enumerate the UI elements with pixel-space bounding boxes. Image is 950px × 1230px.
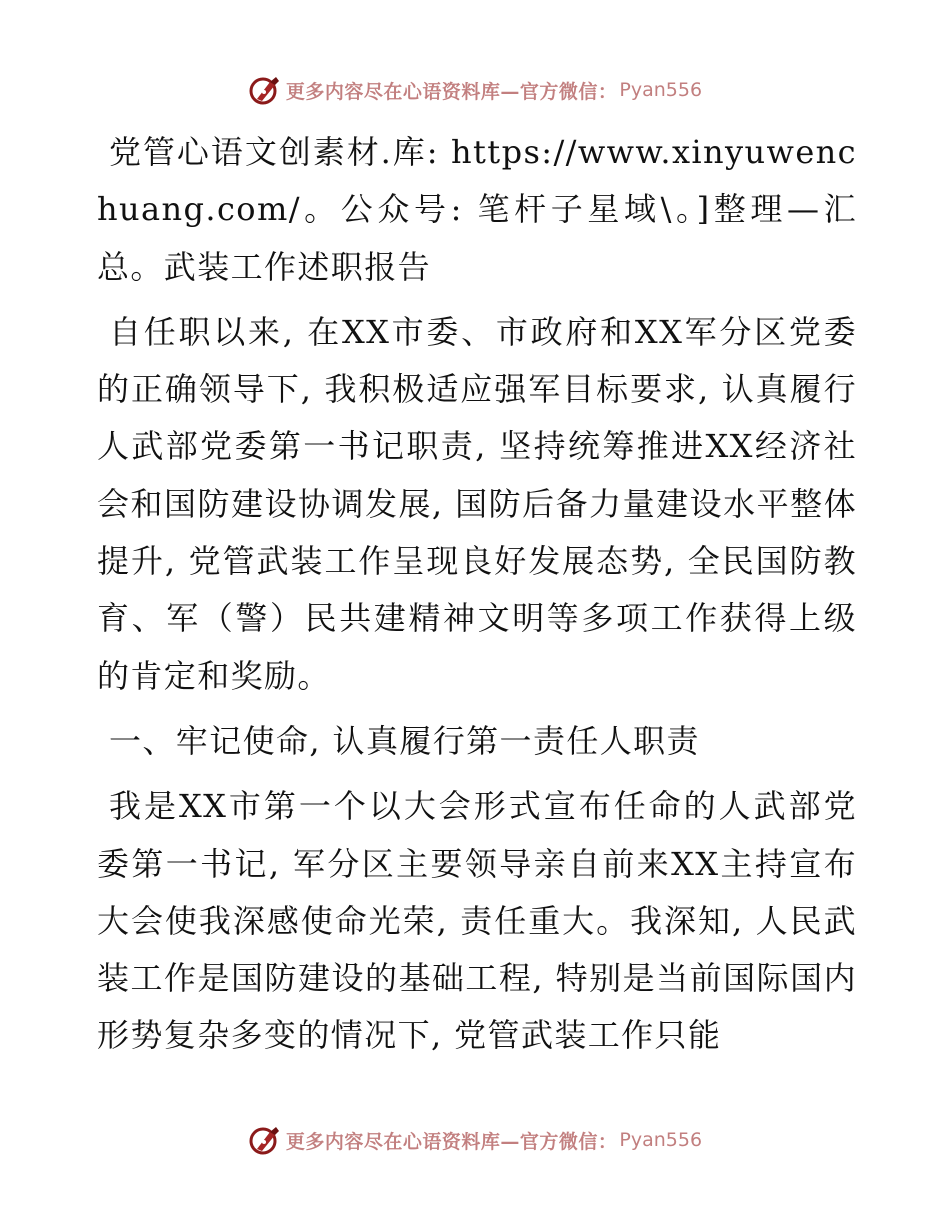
document-body	[97, 124, 857, 1073]
wechat-id: Pyan556	[619, 1129, 703, 1151]
wechat-id: Pyan556	[619, 79, 703, 101]
footer-banner	[0, 1120, 950, 1160]
body-paragraph: 自任职以来, 在XX市委、市政府和XX军分区党委的正确领导下, 我积极适应强军目标要求, 认真履行人武部党委第一书记职责, 坚持统筹推进XX经济社会和国防建设协调发展, 国防后备力量建设水平整体提升, 党管武装工作呈现良好发展态势, 全民国防教育、军（警）民共建精神文明等多项工作获得上级的肯定和奖励。	[97, 312, 857, 695]
section-heading: 一、牢记使命, 认真履行第一责任人职责	[109, 721, 700, 760]
pen-nib-circle-icon	[248, 1123, 282, 1157]
pen-nib-circle-icon	[248, 73, 282, 107]
document-intro-paragraph: 党管心语文创素材.库: https://www.xinyuwenchuang.com/。公众号: 笔杆子星域\。]整理—汇总。武装工作述职报告	[97, 133, 857, 286]
banner-text: 更多内容尽在心语资料库—官方微信：	[285, 1130, 618, 1153]
header-banner	[0, 70, 950, 110]
banner-text: 更多内容尽在心语资料库—官方微信：	[285, 80, 618, 103]
body-paragraph: 我是XX市第一个以大会形式宣布任命的人武部党委第一书记, 军分区主要领导亲自前来XX主持宣布大会使我深感使命光荣, 责任重大。我深知, 人民武装工作是国防建设的基础工程, 特别是当前国际国内形势复杂多变的情况下, 党管武装工作只能	[97, 787, 857, 1055]
